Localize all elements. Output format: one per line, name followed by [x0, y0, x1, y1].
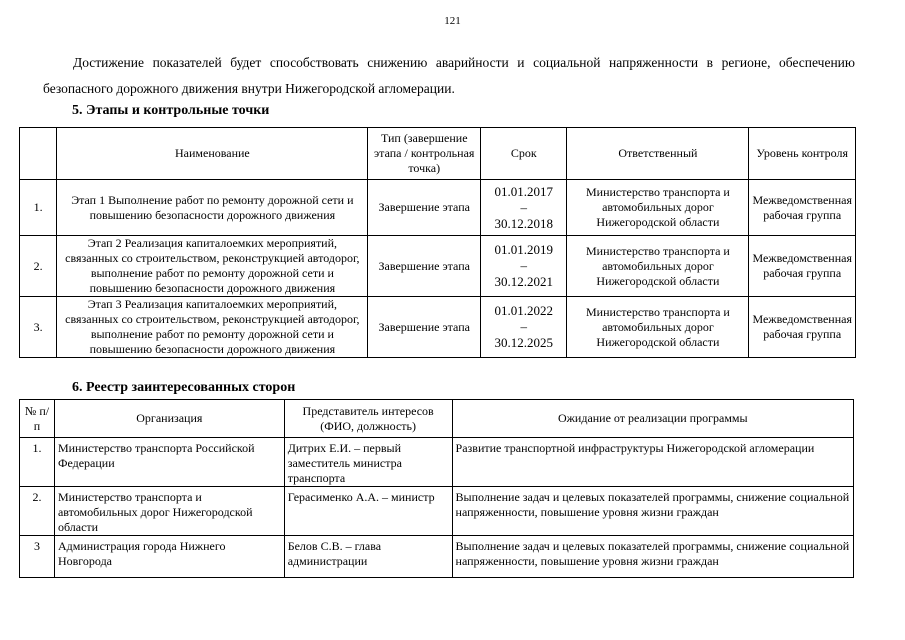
stage-responsible: Министерство транспорта и автомобильных дорог Нижегородской области: [567, 236, 749, 297]
representative: Дитрих Е.И. – первый заместитель министра транспорта: [284, 438, 452, 487]
deadline-dash: –: [520, 319, 527, 334]
deadline-dash: –: [520, 258, 527, 273]
stage-control: Межведомственная рабочая группа: [749, 180, 856, 236]
stage-name: Этап 3 Реализация капиталоемких мероприятий, связанных со строительством, реконструкцией автодорог, выполнение работ по ремонту дорожной сети и повышению безопасности дорожного движения: [57, 297, 368, 358]
organization: Министерство транспорта Российской Федерации: [54, 438, 284, 487]
deadline-end: 30.12.2025: [494, 335, 553, 350]
table-row: [20, 180, 856, 236]
header-organization: Организация: [54, 400, 284, 438]
row-number: 3: [20, 536, 55, 578]
row-number: 1.: [20, 438, 55, 487]
organization: Министерство транспорта и автомобильных дорог Нижегородской области: [54, 487, 284, 536]
header-number: № п/п: [20, 400, 55, 438]
row-number: 2.: [20, 236, 57, 297]
stakeholders-table: [19, 399, 854, 578]
stage-deadline: [481, 180, 567, 236]
stakeholders-header-row: [20, 400, 854, 438]
table-row: [20, 487, 854, 536]
deadline-end: 30.12.2021: [494, 274, 553, 289]
expectation: Выполнение задач и целевых показателей программы, снижение социальной напряженности, повышение уровня жизни граждан: [452, 487, 853, 536]
stage-control: Межведомственная рабочая группа: [749, 297, 856, 358]
intro-paragraph: Достижение показателей будет способствовать снижению аварийности и социальной напряженности в регионе, обеспечению безопасного дорожного движения внутри Нижегородской агломерации.: [43, 55, 855, 96]
deadline-dash: –: [520, 199, 527, 215]
row-number: 3.: [20, 297, 57, 358]
expectation: Развитие транспортной инфраструктуры Нижегородской агломерации: [452, 438, 853, 487]
deadline-start: 01.01.2022: [494, 303, 553, 318]
stage-deadline: [481, 236, 567, 297]
organization: Администрация города Нижнего Новгорода: [54, 536, 284, 578]
stage-type: Завершение этапа: [368, 297, 481, 358]
deadline-start: 01.01.2017: [494, 183, 553, 199]
table-row: [20, 297, 856, 358]
expectation: Выполнение задач и целевых показателей программы, снижение социальной напряженности, повышение уровня жизни граждан: [452, 536, 853, 578]
header-responsible: Ответственный: [567, 128, 749, 180]
table-row: [20, 438, 854, 487]
header-control: Уровень контроля: [749, 128, 856, 180]
table-row: [20, 536, 854, 578]
deadline-start: 01.01.2019: [494, 242, 553, 257]
header-blank: [20, 128, 57, 180]
stage-responsible: Министерство транспорта и автомобильных дорог Нижегородской области: [567, 180, 749, 236]
section-5-title: 5. Этапы и контрольные точки: [72, 103, 270, 118]
header-representative: Представитель интересов (ФИО, должность): [284, 400, 452, 438]
stage-control: Межведомственная рабочая группа: [749, 236, 856, 297]
section-6-title: 6. Реестр заинтересованных сторон: [72, 380, 296, 395]
stage-type: Завершение этапа: [368, 236, 481, 297]
table-row: [20, 236, 856, 297]
stage-name: Этап 2 Реализация капиталоемких мероприятий, связанных со строительством, реконструкцией автодорог, выполнение работ по ремонту дорожной сети и повышению безопасности дорожного движения: [57, 236, 368, 297]
stage-responsible: Министерство транспорта и автомобильных дорог Нижегородской области: [567, 297, 749, 358]
stage-type: Завершение этапа: [368, 180, 481, 236]
stage-name: Этап 1 Выполнение работ по ремонту дорожной сети и повышению безопасности дорожного движения: [57, 180, 368, 236]
stage-deadline: [481, 297, 567, 358]
header-type: Тип (завершение этапа / контрольная точка): [368, 128, 481, 180]
representative: Герасименко А.А. – министр: [284, 487, 452, 536]
header-name: Наименование: [57, 128, 368, 180]
header-expectation: Ожидание от реализации программы: [452, 400, 853, 438]
page-number: 121: [444, 15, 461, 27]
stages-table: [19, 127, 856, 358]
stages-header-row: [20, 128, 856, 180]
header-deadline: Срок: [481, 128, 567, 180]
row-number: 1.: [20, 180, 57, 236]
representative: Белов С.В. – глава администрации: [284, 536, 452, 578]
deadline-end: 30.12.2018: [494, 215, 553, 231]
row-number: 2.: [20, 487, 55, 536]
